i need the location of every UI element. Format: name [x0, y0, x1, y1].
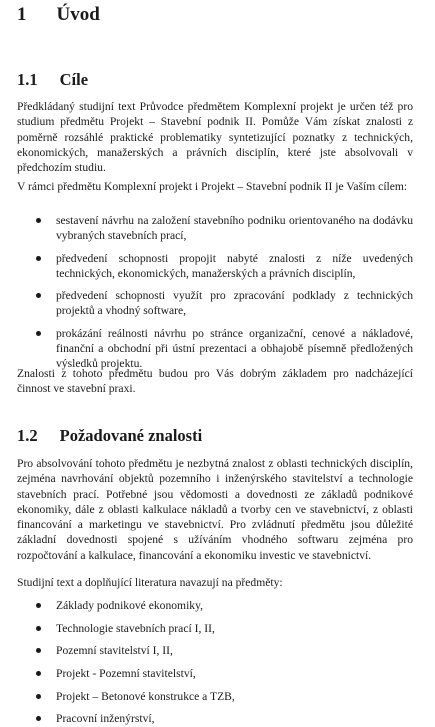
bullet-icon	[36, 648, 41, 653]
list-item: Základy podnikové ekonomiky,	[0, 598, 435, 613]
bullet-icon	[36, 256, 41, 261]
section-title: Cíle	[59, 70, 89, 89]
section-number: 1.1	[17, 70, 38, 89]
prerequisites-paragraph: Pro absolvování tohoto předmětu je nezbytná znalost z oblasti technických disciplín, zejména navrhování objektů pozemního i inženýrského stavitelství a technologie stavebních prací. Potřebné jsou vědomosti a dovednosti ze základů podnikové ekonomiky, dále z oblasti kalkulace nákladů a tvorby cen ve stavebnictví, z oblasti financování a marketingu ve stavebnictví. Pro zvládnutí předmětu jsou důležité základní dovednosti spojené s užíváním vhodného softwaru zejména pro rozpočtování a kalkulace, financování a ekonomiku investic ve stavebnictví.	[17, 457, 413, 562]
bullet-icon	[36, 293, 41, 298]
section-number: 1.2	[17, 426, 38, 445]
list-item: Pracovní inženýrství,	[0, 711, 435, 726]
subjects-bullet-list	[0, 598, 435, 727]
list-item: sestavení návrhu na založení stavebního podniku orientovaného na dodávku vybraných stavebních prací,	[0, 213, 435, 244]
list-item: prokázání reálnosti návrhu po stránce organizační, cenové a nákladové, finanční a obchodní při ústní prezentaci a obhajobě písemně předložených výsledků projektu.	[0, 326, 435, 372]
bullet-icon	[36, 694, 41, 699]
goals-intro-paragraph: Předkládaný studijní text Průvodce předmětem Komplexní projekt je určen též pro studium předmětu Projekt – Stavební podnik II. Pomůže Vám získat znalosti z poměrně rozsáhlé praktické problematiky syntetizující poznatky z technických, ekonomických, manažerských a právních disciplín, které jste absolvovali v předchozím studiu.	[17, 100, 413, 175]
goals-aim-paragraph: V rámci předmětu Komplexní projekt i Projekt – Stavební podnik II je Vaším cílem:	[17, 180, 408, 193]
bullet-icon	[36, 626, 41, 631]
section-heading-prerequisites	[17, 426, 202, 446]
bullet-icon	[36, 716, 41, 721]
bullet-icon	[36, 218, 41, 223]
list-item: předvedení schopnosti propojit nabyté znalosti z níže uvedených technických, ekonomických, manažerských a právních disciplín,	[0, 251, 435, 282]
prerequisites-subjects-intro: Studijní text a doplňující literatura navazují na předměty:	[17, 576, 283, 589]
list-item: Technologie stavebních prací I, II,	[0, 621, 435, 636]
bullet-icon	[36, 603, 41, 608]
chapter-title: Úvod	[56, 4, 100, 25]
section-title: Požadované znalosti	[59, 426, 203, 445]
bullet-icon	[36, 331, 41, 336]
goals-closing-paragraph: Znalosti z tohoto předmětu budou pro Vás dobrým základem pro nadcházející činnost ve stavební praxi.	[17, 367, 413, 396]
list-item: Projekt – Betonové konstrukce a TZB,	[0, 689, 435, 704]
list-item: Pozemní stavitelství I, II,	[0, 643, 435, 658]
bullet-icon	[36, 671, 41, 676]
chapter-number: 1	[17, 4, 27, 25]
list-item: Projekt - Pozemní stavitelství,	[0, 666, 435, 681]
goals-bullet-list	[0, 213, 435, 372]
list-item: předvedení schopnosti využít pro zpracování podklady z technických projektů a vhodný software,	[0, 288, 435, 319]
chapter-heading	[17, 4, 100, 26]
section-heading-goals	[17, 70, 88, 90]
